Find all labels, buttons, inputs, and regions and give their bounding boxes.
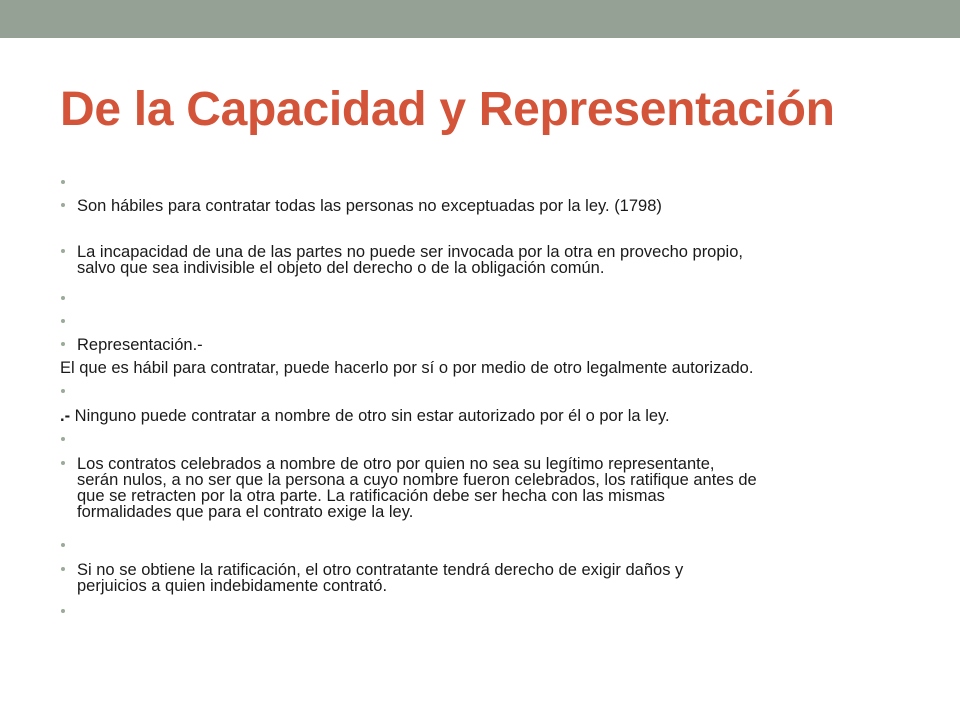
paragraph [60,360,910,376]
bullet-text: Los contratos celebrados a nombre de otro por quien no sea su legítimo representante, serán nulos, a no ser que la persona a cuyo nombre fueron celebrados, los ratifique antes de que se retracten por la otra parte. La ratificación debe ser hecha con las mismas formalidades que para el contrato exige la ley. [77,455,757,521]
paragraph-text: Ninguno puede contratar a nombre de otro sin estar autorizado por él o por la ley. [70,407,670,425]
bullet-icon [61,389,65,393]
bullet-icon [61,180,65,184]
bullet-text: La incapacidad de una de las partes no puede ser invocada por la otra en provecho propio, salvo que sea indivisible el objeto del derecho o de la obligación común. [77,243,743,277]
bullet-item [60,456,910,520]
bullet-icon [61,203,65,207]
paragraph-text: El que es hábil para contratar, puede hacerlo por sí o por medio de otro legalmente autorizado. [60,359,754,377]
bullet-item [60,244,910,276]
bullet-text: Representación.- [77,336,203,354]
bullet-item [60,337,910,353]
slide-title: De la Capacidad y Representación [60,83,835,136]
slide-body [60,0,910,720]
bullet-icon [61,319,65,323]
bullet-item [60,562,910,594]
paragraph [60,408,910,424]
bullet-icon [61,296,65,300]
bullet-icon [61,543,65,547]
bullet-icon [61,609,65,613]
bullet-icon [61,249,65,253]
bullet-item [60,198,910,214]
bullet-icon [61,437,65,441]
bullet-icon [61,342,65,346]
bullet-icon [61,567,65,571]
bullet-icon [61,461,65,465]
paragraph-prefix: .- [60,407,71,425]
bullet-text: Son hábiles para contratar todas las personas no exceptuadas por la ley. (1798) [77,197,662,215]
bullet-text: Si no se obtiene la ratificación, el otro contratante tendrá derecho de exigir daños y perjuicios a quien indebidamente contrató. [77,561,684,595]
